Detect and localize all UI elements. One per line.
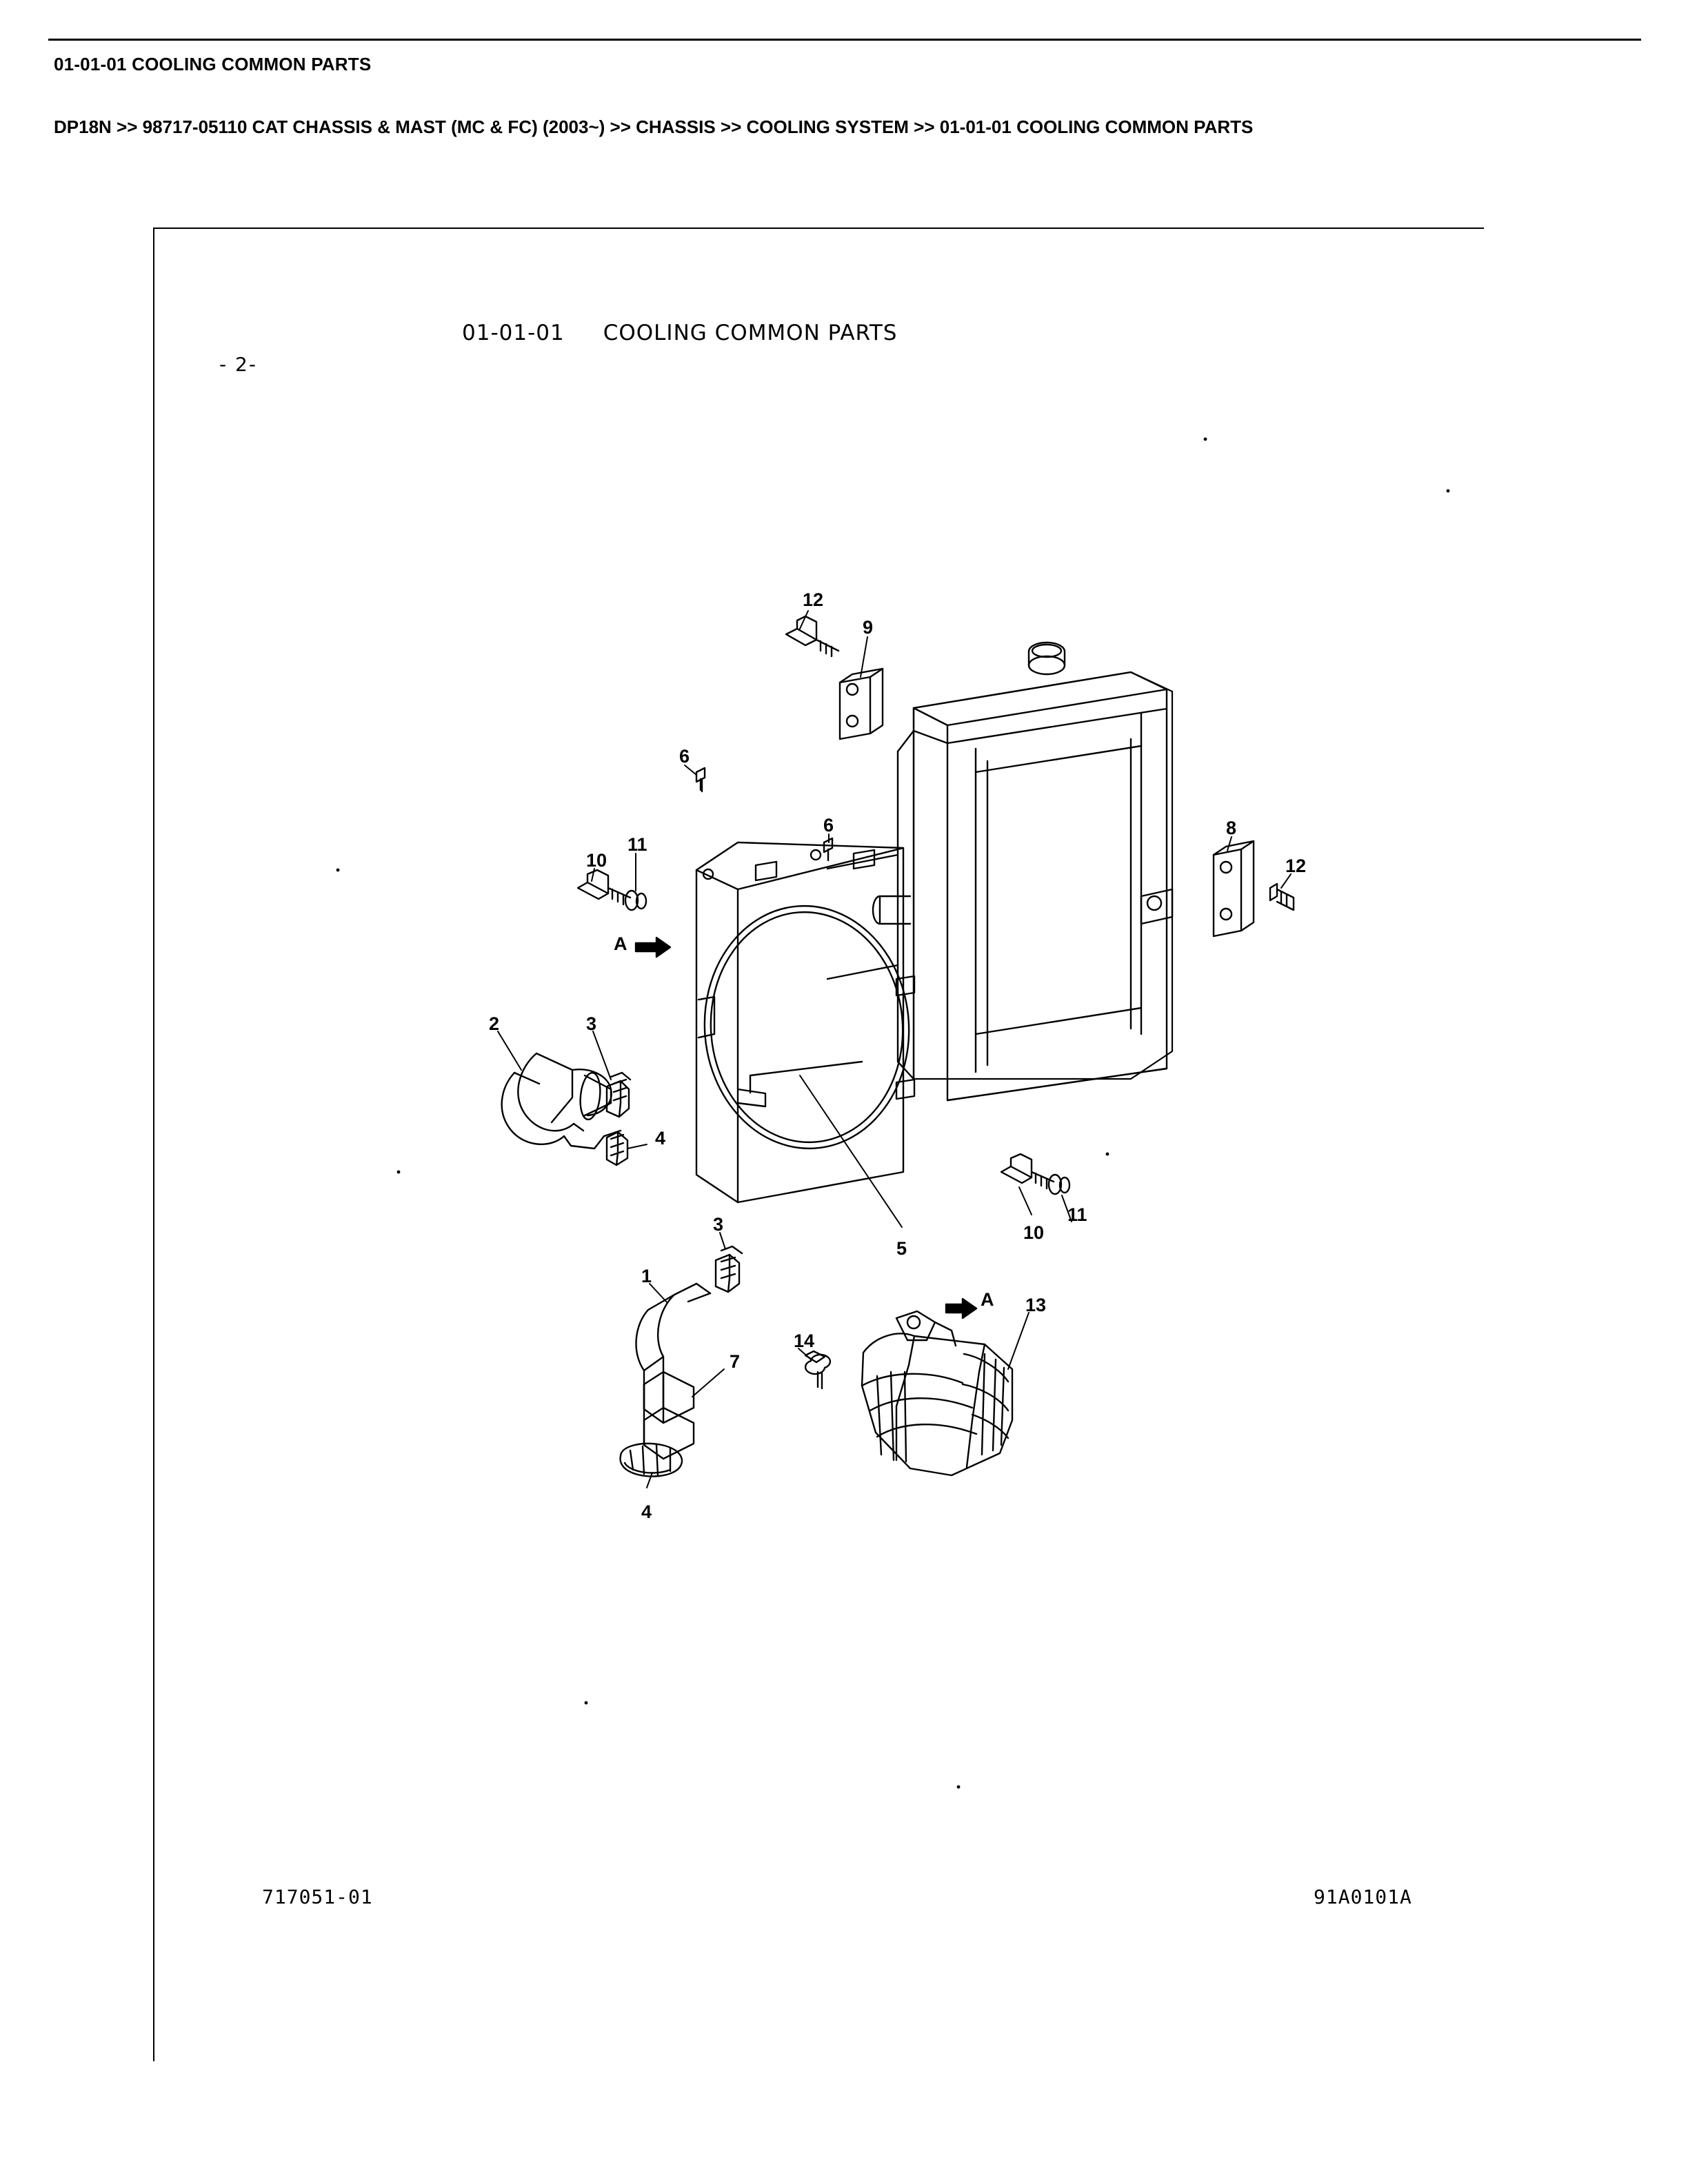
breadcrumb: DP18N >> 98717-05110 CAT CHASSIS & MAST (MC & FC) (2003~) >> CHASSIS >> COOLING SYSTEM >> 01-01-01 COOLING COMMON PARTS: [54, 117, 1254, 137]
callout-13: 13: [1025, 1295, 1047, 1315]
drawing-section-name: COOLING COMMON PARTS: [603, 321, 898, 345]
callout-14: 14: [794, 1331, 815, 1351]
callout-11-right: 11: [1067, 1204, 1087, 1225]
callout-8: 8: [1226, 818, 1237, 838]
header-divider: [48, 39, 1641, 41]
callout-11-left: 11: [627, 834, 647, 855]
callout-10-left: 10: [586, 850, 607, 871]
drawing-footer-left: 717051-01: [262, 1885, 373, 1908]
callout-4-upper: 4: [655, 1128, 666, 1149]
callout-12-right: 12: [1285, 856, 1307, 876]
callout-3-upper: 3: [586, 1013, 597, 1034]
drawing-title: [462, 321, 897, 345]
drawing-frame: [153, 228, 1484, 2061]
callout-6-lower: 6: [823, 815, 834, 836]
callout-1: 1: [641, 1266, 652, 1286]
callout-3-lower: 3: [713, 1214, 724, 1235]
drawing-footer-right: 91A0101A: [1314, 1885, 1412, 1908]
section-mark-a-lower: A: [981, 1289, 994, 1310]
callout-4-lower: 4: [641, 1502, 652, 1522]
callout-2: 2: [489, 1013, 500, 1034]
section-mark-a-upper: A: [614, 933, 627, 954]
callout-7: 7: [730, 1351, 741, 1372]
callout-6-upper: 6: [679, 746, 690, 767]
callout-5: 5: [896, 1238, 907, 1259]
callout-10-right: 10: [1023, 1222, 1045, 1243]
drawing-section-number: 01-01-01: [462, 321, 565, 345]
callout-9: 9: [863, 617, 874, 638]
callout-12-top: 12: [803, 589, 824, 610]
page-title: 01-01-01 COOLING COMMON PARTS: [54, 54, 372, 74]
drawing-page-marker: - 2-: [219, 353, 257, 376]
